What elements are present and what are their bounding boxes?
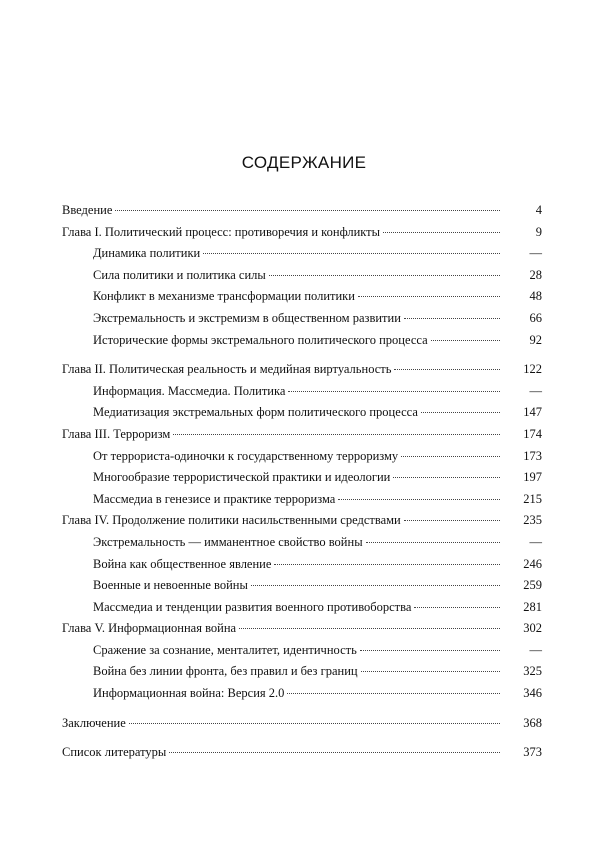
toc-entry-label: Динамика политики [93,246,201,261]
toc-entry[interactable] [62,618,542,640]
toc-page-number: 246 [523,556,542,571]
dot-leader [251,585,500,586]
toc-entry-label: Военные и невоенные войны [93,578,248,593]
toc-entry-label: Экстремальность — имманентное свойство войны [93,534,363,549]
dot-leader [394,369,500,370]
toc-page-number: 259 [523,578,542,593]
toc-entry-label: Глава III. Терроризм [62,426,171,441]
dot-leader [366,542,500,543]
page-title: СОДЕРЖАНИЕ [241,153,367,172]
toc-subentry[interactable] [62,402,542,424]
toc-entry[interactable] [62,742,542,764]
toc-subentry[interactable] [62,575,542,597]
toc-entry-label: Сражение за сознание, менталитет, идентичность [93,642,357,657]
toc-entry-label: Война как общественное явление [93,556,272,571]
dot-leader [129,723,500,724]
toc-entry-label: Глава V. Информационная война [62,621,237,636]
dot-leader [269,275,500,276]
toc-subentry[interactable] [62,467,542,489]
toc-page-number: 174 [523,426,542,441]
dot-leader [173,434,500,435]
toc-page-number: 9 [535,224,542,239]
toc-subentry[interactable] [62,330,542,352]
toc-entry-label: Информационная война: Версия 2.0 [93,686,285,701]
toc-subentry[interactable] [62,532,542,554]
toc-page-number: 215 [523,491,542,506]
toc-subentry[interactable] [62,661,542,683]
toc-page-number: 281 [523,599,542,614]
toc-entry-label: Глава I. Политический процесс: противоречия и конфликты [62,224,381,239]
toc-entry-label: Массмедиа в генезисе и практике терроризма [93,491,336,506]
dot-leader [393,477,500,478]
toc-subentry[interactable] [62,554,542,576]
toc-page-number: 66 [529,310,542,325]
toc-entry-label: Список литературы [62,745,167,760]
toc-entry[interactable] [62,510,542,532]
toc-subentry[interactable] [62,286,542,308]
toc-page-number: 173 [523,448,542,463]
toc-page-number: 28 [529,267,542,282]
toc-entry[interactable] [62,424,542,446]
dot-leader [274,564,500,565]
dot-leader [361,671,500,672]
toc-entry-label: Глава IV. Продолжение политики насильственными средствами [62,513,401,528]
toc-page-number: — [529,383,542,398]
toc-page-number: 368 [523,715,542,730]
toc-subentry[interactable] [62,446,542,468]
toc-entry-label: Сила политики и политика силы [93,267,266,282]
toc-entry[interactable] [62,713,542,735]
dot-leader [169,752,500,753]
table-of-contents [62,200,542,764]
dot-leader [421,412,500,413]
toc-entry[interactable] [62,200,542,222]
toc-page-number: 346 [523,686,542,701]
dot-leader [358,296,500,297]
toc-page-number: 48 [529,289,542,304]
dot-leader [203,253,500,254]
toc-subentry[interactable] [62,640,542,662]
toc-subentry[interactable] [62,308,542,330]
toc-page-number: 4 [535,203,542,217]
toc-page-number: 302 [523,621,542,636]
toc-subentry[interactable] [62,381,542,403]
dot-leader [383,232,500,233]
toc-entry-label: Война без линии фронта, без правил и без границ [93,664,358,679]
dot-leader [239,628,500,629]
toc-entry-label: Медиатизация экстремальных форм политического процесса [93,405,418,420]
dot-leader [414,607,500,608]
dot-leader [338,499,500,500]
toc-page-number: 92 [529,332,542,347]
dot-leader [401,456,500,457]
toc-page-number: — [529,642,542,657]
toc-entry-label: Глава II. Политическая реальность и медийная виртуальность [62,362,392,377]
dot-leader [288,391,500,392]
toc-entry-label: Заключение [62,715,126,730]
toc-subentry[interactable] [62,489,542,511]
toc-page-number: 235 [523,513,542,528]
toc-entry[interactable] [62,359,542,381]
dot-leader [431,340,500,341]
toc-page-number: — [529,246,542,261]
toc-subentry[interactable] [62,243,542,265]
toc-page-number: 147 [523,405,542,420]
dot-leader [404,318,500,319]
toc-page-number: — [529,534,542,549]
toc-entry-label: От террориста-одиночки к государственному терроризму [93,448,399,463]
dot-leader [287,693,500,694]
dot-leader [360,650,500,651]
toc-entry-label: Введение [62,203,113,217]
toc-subentry[interactable] [62,597,542,619]
toc-entry-label: Конфликт в механизме трансформации политики [93,289,355,304]
toc-entry-label: Массмедиа и тенденции развития военного противоборства [93,599,412,614]
dot-leader [404,520,500,521]
toc-page-number: 325 [523,664,542,679]
toc-page-number: 373 [523,745,542,760]
toc-subentry[interactable] [62,683,542,705]
toc-page-number: 197 [523,470,542,485]
toc-page-number: 122 [523,362,542,377]
toc-subentry[interactable] [62,265,542,287]
dot-leader [115,210,500,211]
toc-entry[interactable] [62,222,542,244]
toc-entry-label: Экстремальность и экстремизм в общественном развитии [93,310,401,325]
toc-entry-label: Информация. Массмедиа. Политика [93,383,286,398]
toc-entry-label: Многообразие террористической практики и идеологии [93,470,391,485]
toc-entry-label: Исторические формы экстремального политического процесса [93,332,428,347]
